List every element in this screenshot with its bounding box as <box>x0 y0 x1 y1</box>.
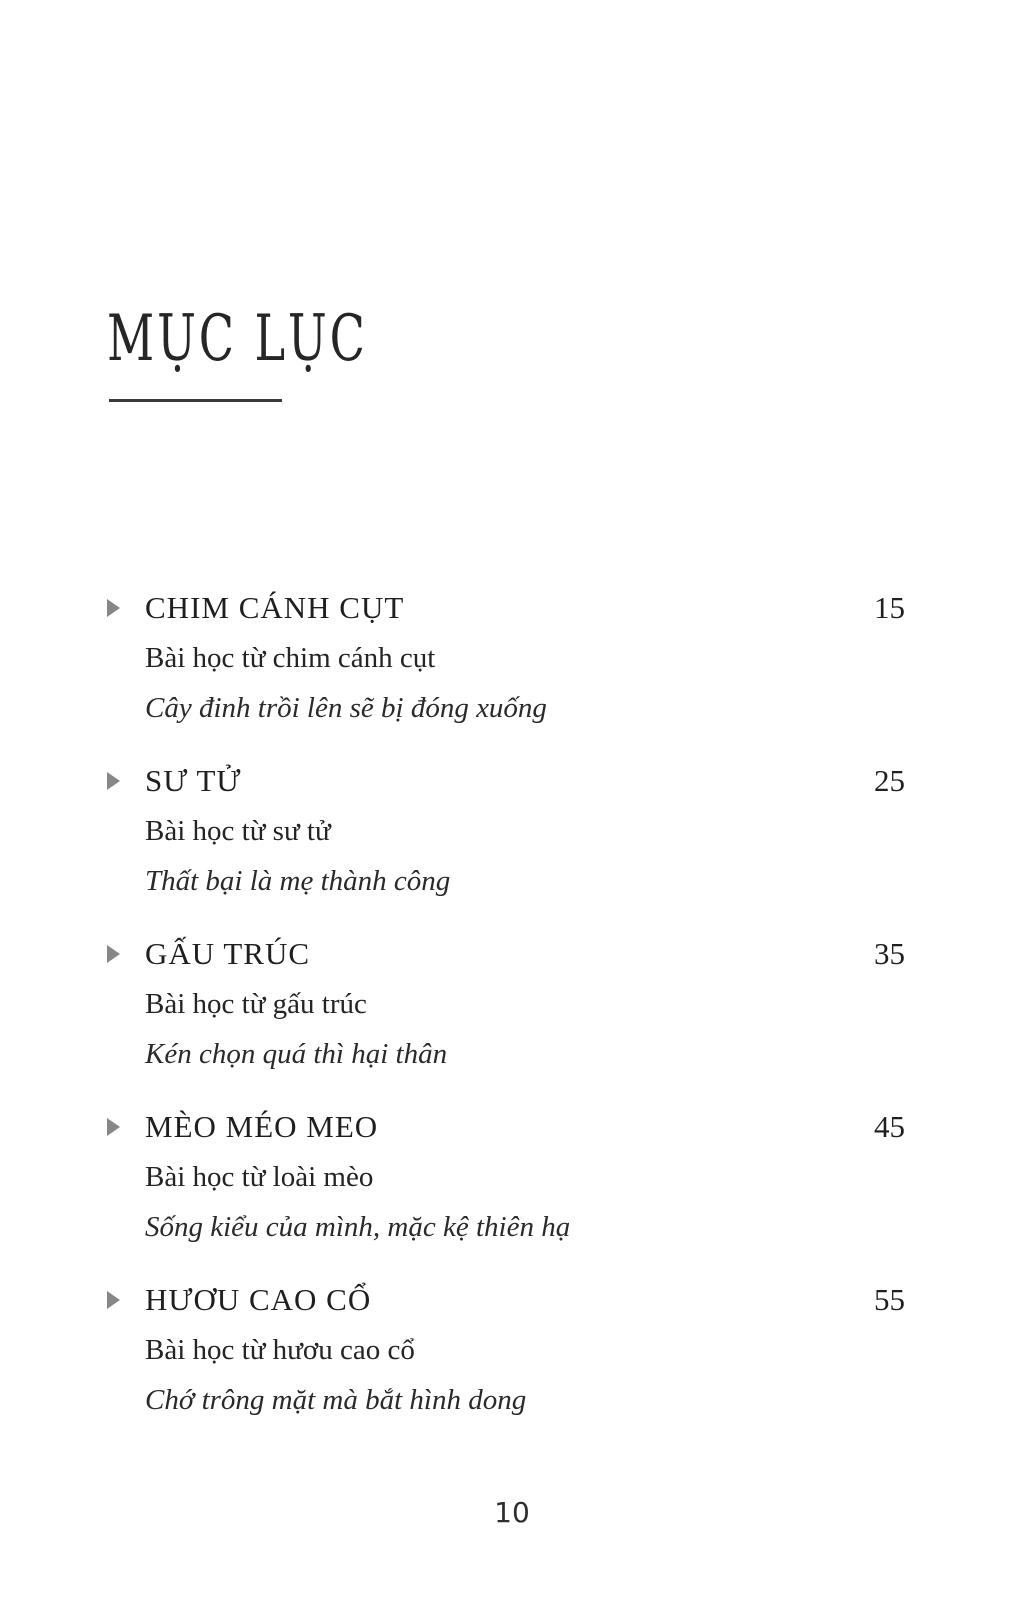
chapter-lesson: Bài học từ sư tử <box>145 815 331 847</box>
triangle-right-icon <box>107 1118 120 1136</box>
chapter-proverb: Thất bại là mẹ thành công <box>145 865 451 897</box>
toc-entry-head <box>107 583 905 633</box>
toc-entry-head <box>107 929 905 979</box>
page-title: MỤC LỤC <box>107 302 368 376</box>
page-footer <box>0 1496 1024 1529</box>
chapter-title: CHIM CÁNH CỤT <box>145 590 405 625</box>
toc-entry-head <box>107 1275 905 1325</box>
table-of-contents <box>107 583 905 1448</box>
toc-entry-head <box>107 756 905 806</box>
triangle-right-icon <box>107 599 120 617</box>
chapter-lesson: Bài học từ chim cánh cụt <box>145 642 436 674</box>
toc-entry <box>107 756 905 906</box>
chapter-lesson: Bài học từ hươu cao cổ <box>145 1334 415 1366</box>
title-underline <box>109 399 282 402</box>
title-block <box>107 302 469 402</box>
toc-entry <box>107 583 905 733</box>
chapter-title: GẤU TRÚC <box>145 936 311 971</box>
chapter-page-number: 15 <box>874 590 905 625</box>
triangle-right-icon <box>107 772 120 790</box>
triangle-right-icon <box>107 945 120 963</box>
chapter-page-number: 25 <box>874 763 905 798</box>
toc-entry <box>107 929 905 1079</box>
chapter-proverb: Cây đinh trồi lên sẽ bị đóng xuống <box>145 692 547 724</box>
triangle-right-icon <box>107 1291 120 1309</box>
chapter-page-number: 45 <box>874 1109 905 1144</box>
chapter-proverb: Chớ trông mặt mà bắt hình dong <box>145 1384 527 1416</box>
chapter-page-number: 55 <box>874 1282 905 1317</box>
chapter-title: HƯƠU CAO CỔ <box>145 1282 372 1317</box>
chapter-page-number: 35 <box>874 936 905 971</box>
chapter-lesson: Bài học từ loài mèo <box>145 1161 374 1193</box>
toc-entry <box>107 1102 905 1252</box>
chapter-proverb: Kén chọn quá thì hại thân <box>145 1038 448 1070</box>
chapter-proverb: Sống kiểu của mình, mặc kệ thiên hạ <box>145 1211 571 1243</box>
toc-entry <box>107 1275 905 1425</box>
folio-page-number: 10 <box>494 1496 530 1529</box>
chapter-title: SƯ TỬ <box>145 763 242 798</box>
chapter-lesson: Bài học từ gấu trúc <box>145 988 367 1020</box>
toc-entry-head <box>107 1102 905 1152</box>
chapter-title: MÈO MÉO MEO <box>145 1109 379 1144</box>
